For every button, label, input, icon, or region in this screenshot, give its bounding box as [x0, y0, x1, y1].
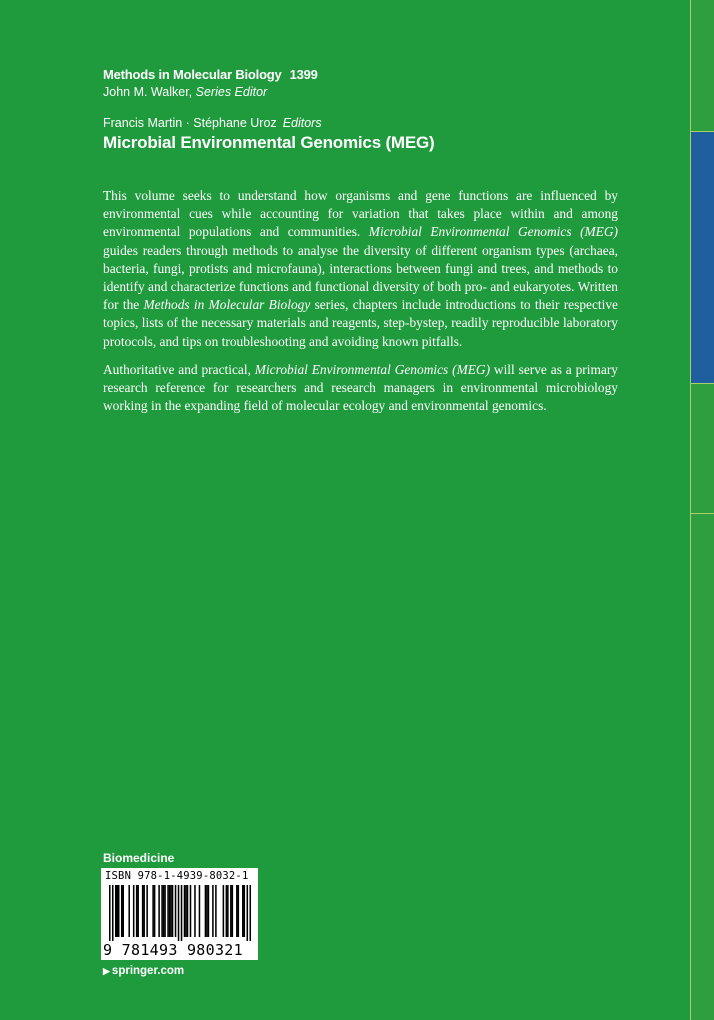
description-paragraph-2 [103, 361, 618, 416]
barcode-bar [161, 885, 163, 937]
barcode-bar [112, 885, 114, 941]
barcode-bar [244, 885, 246, 937]
barcode-bar [178, 885, 180, 941]
barcode-bar [181, 885, 183, 941]
barcode-bar [206, 885, 208, 937]
barcode-bar [109, 885, 111, 941]
play-arrow-icon: ▶ [103, 966, 110, 976]
series-editor-role: Series Editor [195, 85, 268, 99]
barcode-bar [167, 885, 169, 937]
barcode-bar [250, 885, 251, 941]
barcode-bar [152, 885, 154, 937]
series-name: Methods in Molecular Biology [103, 67, 282, 82]
description-text: series, chapters include introductions to their respective topics, lists of the necessary materials and reagents, step-bystep, readily reproducible laboratory protocols, and tips on troubleshooting and avoiding known pitfalls. [103, 297, 618, 349]
description-text: guides readers through methods to analyse the diversity of different organism types (archaea, bacteria, fungi, protists and microfauna), interactions between fungi and trees, and methods to identify and characterize functions and functional diversity of both pro- and eukaryotes. Written for the [103, 242, 618, 313]
series-editor [103, 85, 318, 99]
barcode-bar [133, 885, 135, 937]
series-number: 1399 [289, 67, 318, 82]
subject-category: Biomedicine [103, 851, 175, 865]
barcode-bar [154, 885, 156, 937]
barcode-bar [143, 885, 145, 937]
book-title: Microbial Environmental Genomics (MEG) [103, 133, 435, 152]
barcode-bar [136, 885, 138, 937]
barcode-bar [158, 885, 160, 937]
book-description [103, 187, 618, 425]
book-editors [103, 116, 435, 130]
book-editors-names: Francis Martin · Stéphane Uroz [103, 116, 277, 130]
series-title [103, 67, 318, 82]
spine-tick [691, 383, 714, 384]
ean-digits: 9 781493 980321 [103, 941, 243, 959]
barcode-bar [184, 885, 186, 937]
barcode-bar [175, 885, 177, 937]
description-text: will serve as a primary research reference for researchers and research managers in environmental microbiology working in the expanding field of molecular ecology and environmental genomics. [103, 361, 618, 414]
barcode-bar [164, 885, 166, 937]
barcode-bar [137, 885, 139, 937]
spine-accent-band [691, 131, 714, 383]
book-info [103, 116, 435, 153]
book-editors-role: Editors [282, 116, 322, 130]
barcode-bar [194, 885, 196, 937]
isbn-text: ISBN 978-1-4939-8032-1 [105, 870, 249, 882]
barcode-bar [169, 885, 171, 937]
barcode-bar [187, 885, 189, 937]
barcode-bar [226, 885, 228, 937]
barcode-bar [238, 885, 240, 937]
italic-title-text: Microbial Environmental Genomics (MEG) [254, 361, 491, 377]
barcode-bar [212, 885, 214, 937]
barcode-bar [146, 885, 148, 937]
barcode-bar [227, 885, 229, 937]
barcode-bar [121, 885, 123, 937]
barcode-bar [247, 885, 249, 941]
barcode-bar [242, 885, 244, 937]
description-paragraph-1 [103, 187, 618, 351]
barcode-bar [190, 885, 192, 937]
barcode-bar [122, 885, 124, 937]
spine-tick [691, 513, 714, 514]
series-editor-name: John M. Walker, [103, 85, 193, 99]
barcode-image [109, 885, 251, 941]
barcode-bar [115, 885, 117, 937]
barcode-bar [208, 885, 210, 937]
barcode-bar [163, 885, 165, 937]
publisher-link[interactable] [103, 965, 184, 977]
barcode-bar [128, 885, 130, 937]
description-text: Authoritative and practical, [103, 361, 255, 377]
barcode-bar [223, 885, 225, 937]
publisher-url: springer.com [111, 965, 185, 977]
barcode-bar [185, 885, 187, 937]
barcode-bar [142, 885, 144, 937]
barcode-bar [215, 885, 217, 937]
barcode-bar [199, 885, 201, 937]
barcode-bar [230, 885, 232, 937]
italic-title-text: Methods in Molecular Biology [143, 297, 311, 313]
barcode-bar [232, 885, 234, 937]
barcode-bar [172, 885, 174, 937]
series-info [103, 67, 318, 99]
barcode-bar [236, 885, 238, 937]
barcode-bar [170, 885, 172, 937]
barcode-label [101, 868, 258, 960]
barcode-bar [118, 885, 120, 937]
spine-tick [691, 131, 714, 132]
italic-title-text: Microbial Environmental Genomics (MEG) [368, 224, 618, 240]
barcode-bar [205, 885, 207, 937]
description-text: This volume seeks to understand how organisms and gene functions are influenced by environmental cues while accounting for variation that takes place within and among environmental populations and communities. [103, 188, 618, 240]
barcode-bar [116, 885, 118, 937]
